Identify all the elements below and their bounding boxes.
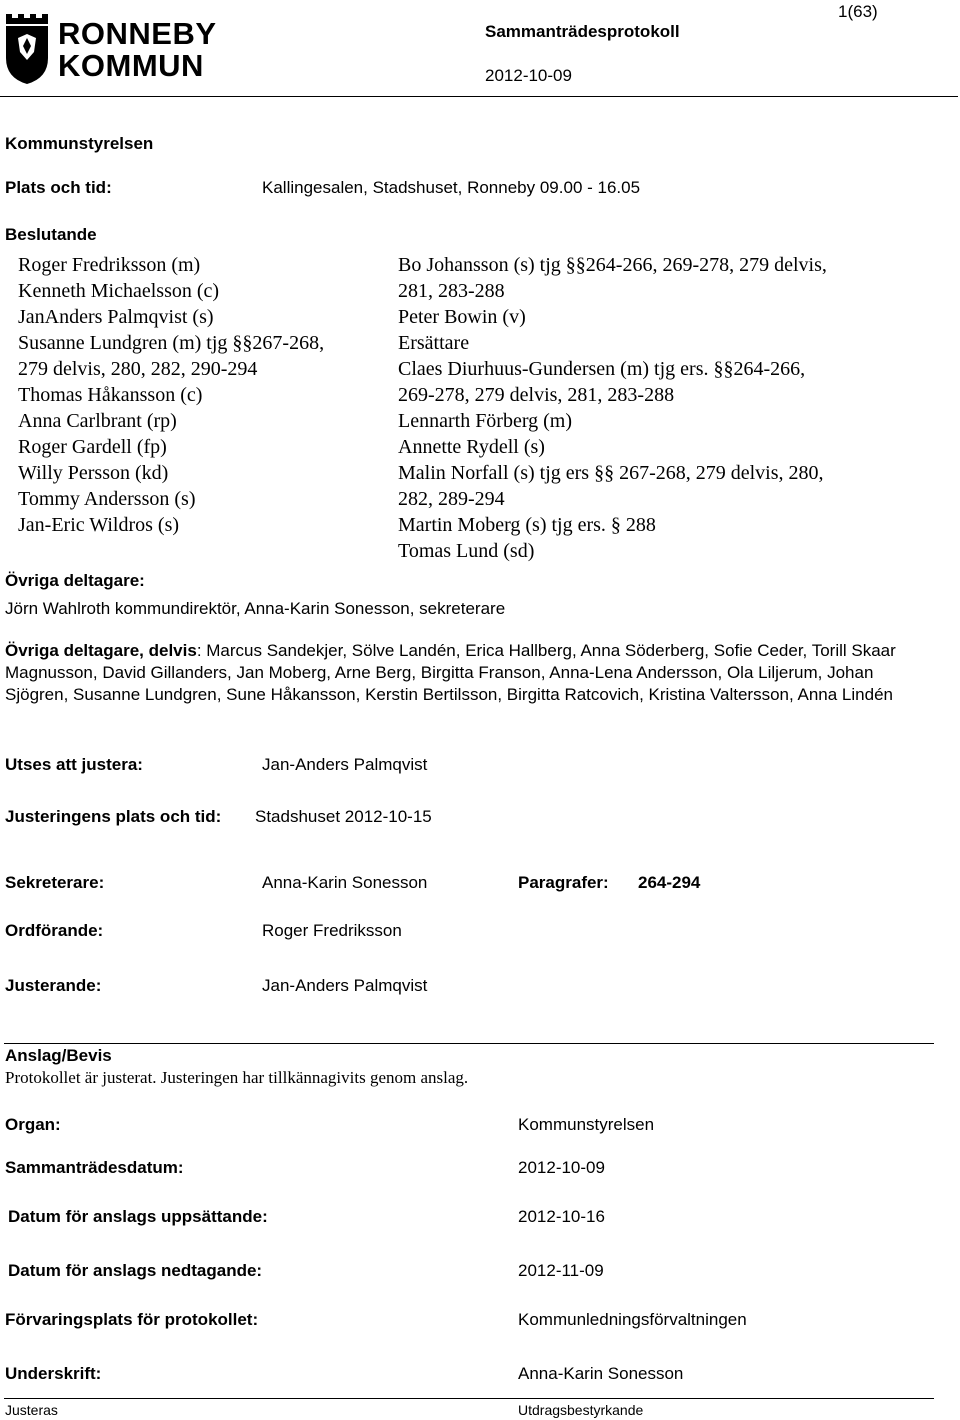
member-line: Anna Carlbrant (rp)	[18, 410, 177, 432]
notice-title: Anslag/Bevis	[5, 1046, 112, 1065]
chair-label: Ordförande:	[5, 921, 104, 940]
place-label: Plats och tid:	[5, 178, 112, 197]
member-line: Peter Bowin (v)	[398, 306, 526, 328]
adjust-value: Jan-Anders Palmqvist	[262, 755, 428, 774]
footer-rule	[4, 1398, 934, 1399]
member-line: 279 delvis, 280, 282, 290-294	[18, 358, 258, 380]
partial-participants	[5, 640, 925, 706]
member-line: Susanne Lundgren (m) tjg §§267-268,	[18, 332, 325, 354]
posting-date-value: 2012-10-16	[518, 1207, 605, 1226]
member-line: Annette Rydell (s)	[398, 436, 545, 458]
removal-date-value: 2012-11-09	[518, 1261, 604, 1280]
partial-participants-value: : Marcus Sandekjer, Sölve Landén, Erica Hallberg, Anna Söderberg, Sofie Ceder, Torill Skaar Magnusson, David Gillanders, Jan Moberg, Arne Berg, Birgitta Franson, Anna-Lena Andersson, Ola Liljerum, Johan Sjögren, Susanne Lundgren, Sune Håkansson, Kerstin Bertilsson, Birgitta Ratcovich, Kristina Valtersson, Anna Lindén	[5, 641, 896, 704]
member-line: Martin Moberg (s) tjg ers. § 288	[398, 514, 656, 536]
notice-text: Protokollet är justerat. Justeringen har tillkännagivits genom anslag.	[5, 1068, 469, 1087]
ronneby-logo	[4, 8, 217, 86]
document-type: Sammanträdesprotokoll	[485, 22, 680, 41]
organ-value: Kommunstyrelsen	[518, 1115, 655, 1134]
storage-label: Förvaringsplats för protokollet:	[5, 1310, 259, 1329]
partial-participants-label: Övriga deltagare, delvis	[5, 641, 197, 660]
adjust-place-label: Justeringens plats och tid:	[5, 807, 222, 826]
meeting-date-label: Sammanträdesdatum:	[5, 1158, 184, 1177]
secretary-label: Sekreterare:	[5, 873, 105, 892]
page-number: 1(63)	[838, 2, 878, 21]
member-line: 282, 289-294	[398, 488, 505, 510]
member-line: Jan-Eric Wildros (s)	[18, 514, 180, 536]
substitutes-heading: Ersättare	[398, 332, 470, 354]
header-date: 2012-10-09	[485, 66, 572, 85]
paragraphs-value: 264-294	[638, 873, 701, 892]
adjust-place-value: Stadshuset 2012-10-15	[255, 807, 432, 826]
member-line: Malin Norfall (s) tjg ers §§ 267-268, 279 delvis, 280,	[398, 462, 824, 484]
member-line: Roger Fredriksson (m)	[18, 254, 201, 276]
secretary-value: Anna-Karin Sonesson	[262, 873, 428, 892]
member-line: Claes Diurhuus-Gundersen (m) tjg ers. §§264-266,	[398, 358, 806, 380]
logo-text-kommun: KOMMUN	[58, 48, 204, 83]
committee-name: Kommunstyrelsen	[5, 134, 154, 153]
member-line: Tomas Lund (sd)	[398, 540, 535, 562]
member-line: Bo Johansson (s) tjg §§264-266, 269-278, 279 delvis,	[398, 254, 827, 276]
other-participants-label: Övriga deltagare:	[5, 571, 145, 590]
place-value: Kallingesalen, Stadshuset, Ronneby 09.00 - 16.05	[262, 178, 641, 197]
removal-date-label: Datum för anslags nedtagande:	[8, 1261, 263, 1280]
member-line: Kenneth Michaelsson (c)	[18, 280, 220, 302]
adjust-label: Utses att justera:	[5, 755, 143, 774]
meeting-date-value: 2012-10-09	[518, 1158, 605, 1177]
member-line: Willy Persson (kd)	[18, 462, 169, 484]
notice-rule	[4, 1043, 934, 1044]
organ-label: Organ:	[5, 1115, 61, 1134]
signature-label: Underskrift:	[5, 1364, 102, 1383]
member-line: JanAnders Palmqvist (s)	[18, 306, 214, 328]
coat-of-arms-icon	[4, 8, 54, 86]
adjuster-label: Justerande:	[5, 976, 102, 995]
member-line: Lennarth Förberg (m)	[398, 410, 573, 432]
signature-value: Anna-Karin Sonesson	[518, 1364, 684, 1383]
footer-right: Utdragsbestyrkande	[518, 1402, 644, 1418]
member-line: Thomas Håkansson (c)	[18, 384, 203, 406]
paragraphs-label: Paragrafer:	[518, 873, 609, 892]
storage-value: Kommunledningsförvaltningen	[518, 1310, 747, 1329]
adjuster-value: Jan-Anders Palmqvist	[262, 976, 428, 995]
member-line: Roger Gardell (fp)	[18, 436, 167, 458]
footer-left: Justeras	[5, 1402, 58, 1418]
decision-makers-label: Beslutande	[5, 225, 97, 244]
member-line: 281, 283-288	[398, 280, 505, 302]
chair-value: Roger Fredriksson	[262, 921, 402, 940]
member-line: Tommy Andersson (s)	[18, 488, 196, 510]
posting-date-label: Datum för anslags uppsättande:	[8, 1207, 268, 1226]
logo-text-ronneby: RONNEBY	[58, 16, 217, 51]
header-rule	[0, 96, 958, 97]
other-participants-value: Jörn Wahlroth kommundirektör, Anna-Karin Sonesson, sekreterare	[5, 599, 506, 618]
member-line: 269-278, 279 delvis, 281, 283-288	[398, 384, 675, 406]
